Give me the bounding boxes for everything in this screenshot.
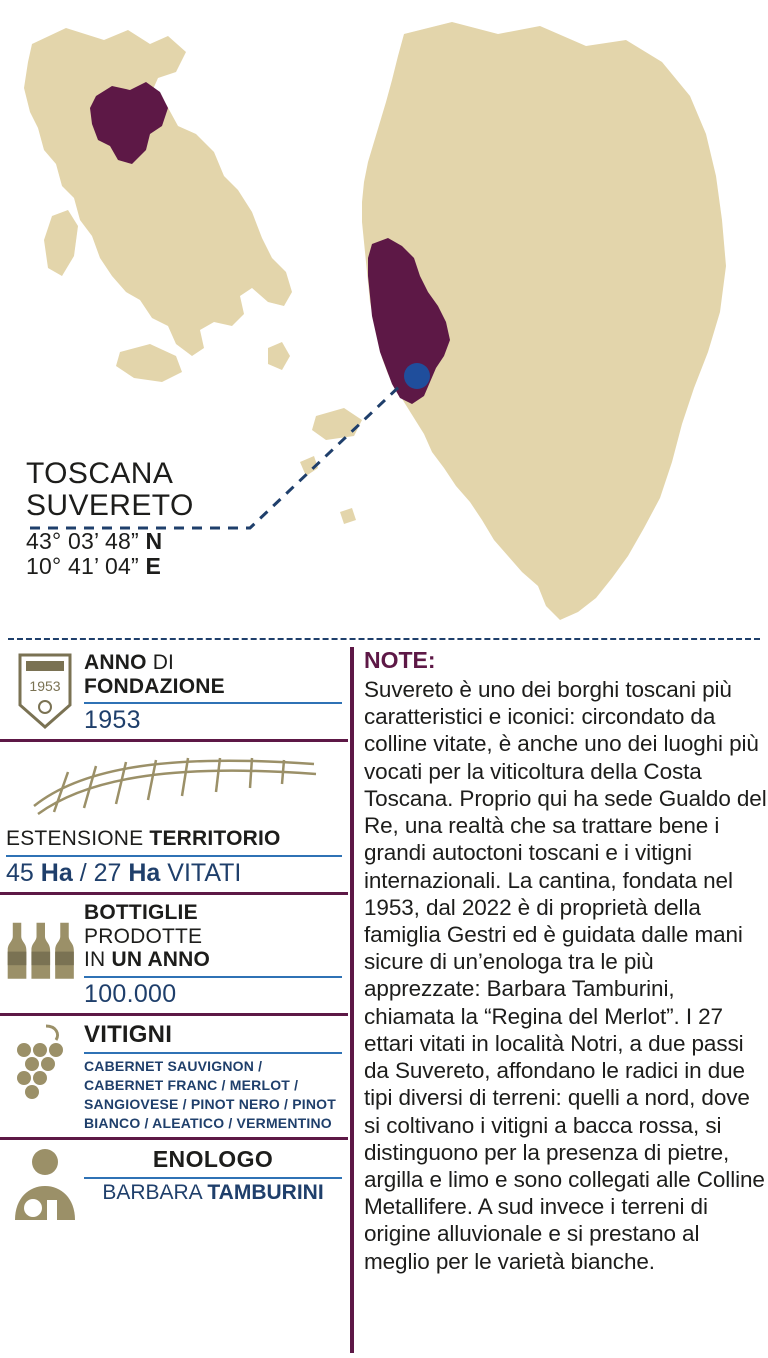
foundation-heading-line2: FONDAZIONE (84, 674, 225, 698)
facts-column (0, 645, 348, 1358)
enologist-name (84, 1181, 342, 1205)
tuscany-region-shape (362, 22, 726, 620)
fact-sheet (0, 645, 768, 1358)
region-label-line2: SUVERETO (26, 489, 194, 523)
enologist-heading: ENOLOGO (152, 1146, 274, 1173)
divider (84, 702, 342, 704)
fact-bottles (0, 892, 348, 1013)
grapes-heading: VITIGNI (84, 1020, 173, 1048)
note-title: NOTE: (364, 647, 436, 673)
vineyard-rows-icon (6, 748, 342, 825)
italy-inset-shape (24, 28, 292, 382)
foundation-heading (84, 651, 342, 675)
note-body: Suvereto è uno dei borghi toscani più caratteristici e iconici: circondato da colline vitate, è anche uno dei luoghi più vocati per la viticoltura della Costa Toscana. Proprio qui ha sede Gualdo del Re, una realtà che sa trattare bene i grandi autoctoni toscani e i vitigni internazionali. La cantina, fondata nel 1953, dal 2022 è di proprietà della famiglia Gestri ed è guidata dalle mani sicure di un’enologa tra le più apprezzate: Barbara Tamburini, chiamata la “Regina del Merlot”. I 27 ettari vitati in località Notri, a due passi da Suvereto, affondano le radici in due tipi diversi di terreni: quelli a nord, dove si coltivano i vitigni a bacca rossa, si distinguono per la presenza di pietre, argilla e limo e sono collegati alle Colline Metallifere. A sud invece i terreni di origine alluvionale e si prestano al meglio per le varietà bianche. (364, 677, 767, 1274)
fact-grapes (0, 1013, 348, 1137)
bottles-heading-line3-strong: UN ANNO (111, 948, 211, 972)
divider (84, 1177, 342, 1179)
bottles-heading-line1: BOTTIGLIE (84, 901, 198, 925)
latitude-value: 43° 03’ 48” (26, 527, 139, 554)
enologist-first-name: BARBARA (102, 1181, 202, 1205)
divider (6, 855, 342, 857)
map-label (26, 458, 194, 578)
fact-extension (0, 739, 348, 892)
longitude-direction: E (145, 552, 161, 579)
extension-heading-plain: ESTENSIONE (6, 827, 144, 851)
extension-separator: / (79, 859, 87, 888)
location-marker-dot (404, 363, 430, 389)
fact-enologist (0, 1137, 348, 1228)
longitude-line (26, 554, 194, 579)
divider (84, 976, 342, 978)
extension-vine-unit: Ha (128, 859, 161, 888)
extension-heading-strong: TERRITORIO (149, 827, 281, 851)
island-shape (312, 408, 362, 440)
foundation-heading-rest: DI (152, 651, 175, 674)
grapes-list: CABERNET SAUVIGNON / CABERNET FRANC / MERLOT / SANGIOVESE / PINOT NERO / PINOT BIANCO / ALEATICO / VERMENTINO (84, 1058, 337, 1132)
divider (84, 1052, 342, 1054)
fact-foundation (0, 645, 348, 739)
extension-heading (6, 827, 342, 851)
bottles-icon (6, 901, 84, 987)
island-shape (268, 342, 290, 370)
note-panel (348, 645, 768, 1358)
bottles-heading-line3-plain: IN (84, 948, 106, 972)
enologist-last-name: TAMBURINI (207, 1181, 324, 1205)
extension-total-unit: Ha (40, 859, 73, 888)
grape-bunch-icon (6, 1022, 84, 1102)
section-divider (8, 638, 760, 640)
bottles-heading-line2: PRODOTTE (84, 924, 203, 948)
extension-total: 45 (6, 859, 34, 888)
latitude-line (26, 529, 194, 554)
extension-values (6, 859, 342, 888)
shield-badge-icon (6, 651, 84, 731)
longitude-value: 10° 41’ 04” (26, 552, 139, 579)
extension-vine: 27 (93, 859, 122, 888)
latitude-direction: N (145, 527, 163, 554)
map-panel (0, 0, 768, 640)
extension-vine-label: VITATI (167, 859, 242, 888)
person-icon (6, 1146, 84, 1224)
region-label-line1: TOSCANA (26, 457, 174, 490)
island-shape (340, 508, 356, 524)
foundation-heading-strong: ANNO (84, 651, 147, 674)
coordinates (26, 529, 194, 579)
svg-text:1953: 1953 (29, 678, 61, 694)
foundation-value: 1953 (84, 706, 141, 735)
bottles-value: 100.000 (84, 979, 177, 1008)
